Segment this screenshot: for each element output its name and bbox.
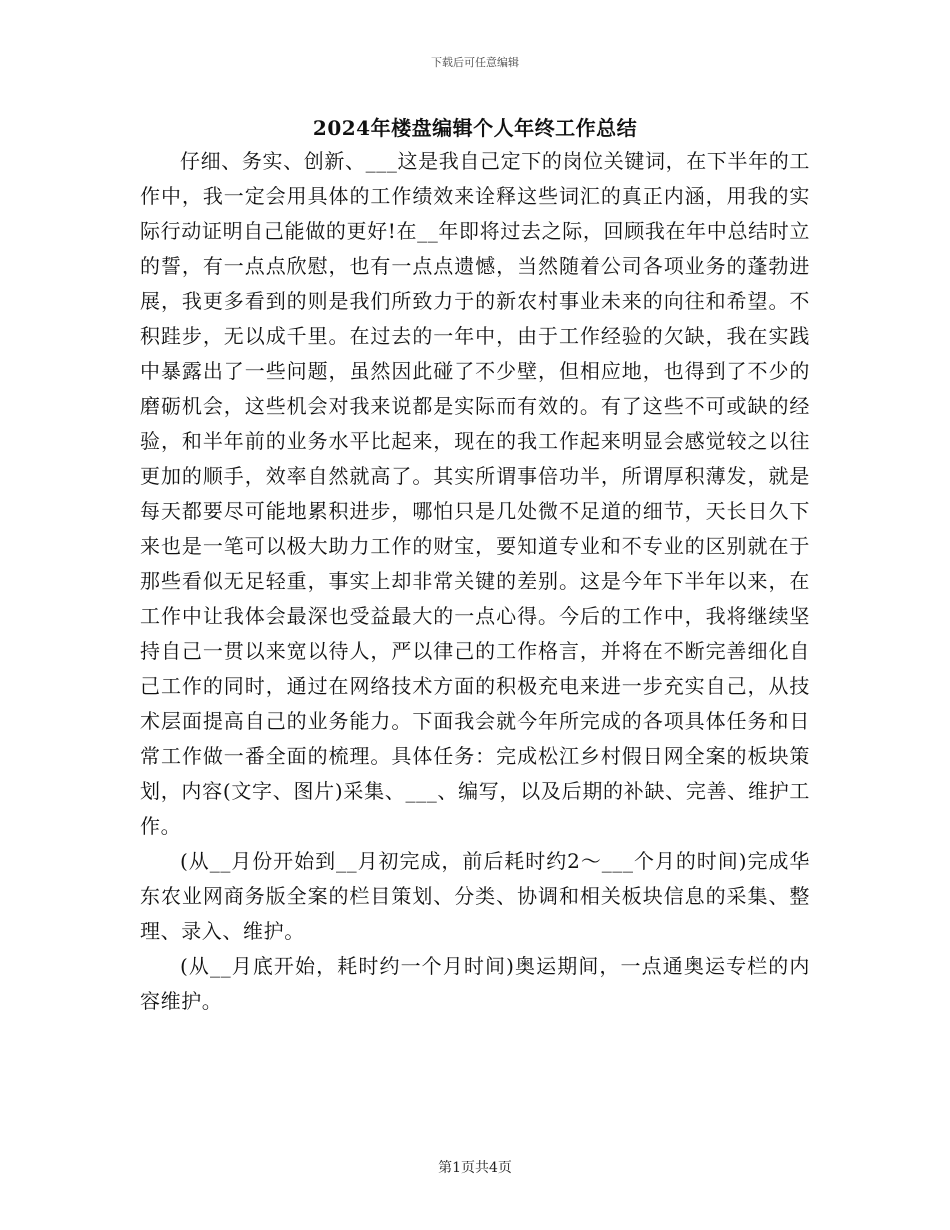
document-title: 2024年楼盘编辑个人年终工作总结 [312, 116, 638, 140]
paragraph-3: (从__月底开始，耗时约一个月时间)奥运期间，一点通奥运专栏的内容维护。 [140, 954, 810, 1013]
document-body [140, 144, 810, 1019]
paragraph-2: (从__月份开始到__月初完成，前后耗时约2～___个月的时间)完成华东农业网商务版全案的栏目策划、分类、协调和相关板块信息的采集、整理、录入、维护。 [140, 849, 810, 943]
page-number: 第1页共4页 [438, 1160, 512, 1176]
header-note: 下载后可任意编辑 [431, 56, 519, 69]
paragraph-1: 仔细、务实、创新、___这是我自己定下的岗位关键词，在下半年的工作中，我一定会用具体的工作绩效来诠释这些词汇的真正内涵，用我的实际行动证明自己能做的更好!在__年即将过去之际，回顾我在年中总结时立的誓，有一点点欣慰，也有一点点遗憾，当然随着公司各项业务的蓬勃进展，我更多看到的则是我们所致力于的新农村事业未来的向往和希望。不积跬步，无以成千里。在过去的一年中，由于工作经验的欠缺，我在实践中暴露出了一些问题，虽然因此碰了不少壁，但相应地，也得到了不少的磨砺机会，这些机会对我来说都是实际而有效的。有了这些不可或缺的经验，和半年前的业务水平比起来，现在的我工作起来明显会感觉较之以往更加的顺手，效率自然就高了。其实所谓事倍功半，所谓厚积薄发，就是每天都要尽可能地累积进步，哪怕只是几处微不足道的细节，天长日久下来也是一笔可以极大助力工作的财宝，要知道专业和不专业的区别就在于那些看似无足轻重，事实上却非常关键的差别。这是今年下半年以来，在工作中让我体会最深也受益最大的一点心得。今后的工作中，我将继续坚持自己一贯以来宽以待人，严以律己的工作格言，并将在不断完善细化自己工作的同时，通过在网络技术方面的积极充电来进一步充实自己，从技术层面提高自己的业务能力。下面我会就今年所完成的各项具体任务和日常工作做一番全面的梳理。具体任务：完成松江乡村假日网全案的板块策划，内容(文字、图片)采集、___、编写，以及后期的补缺、完善、维护工作。 [140, 149, 810, 838]
